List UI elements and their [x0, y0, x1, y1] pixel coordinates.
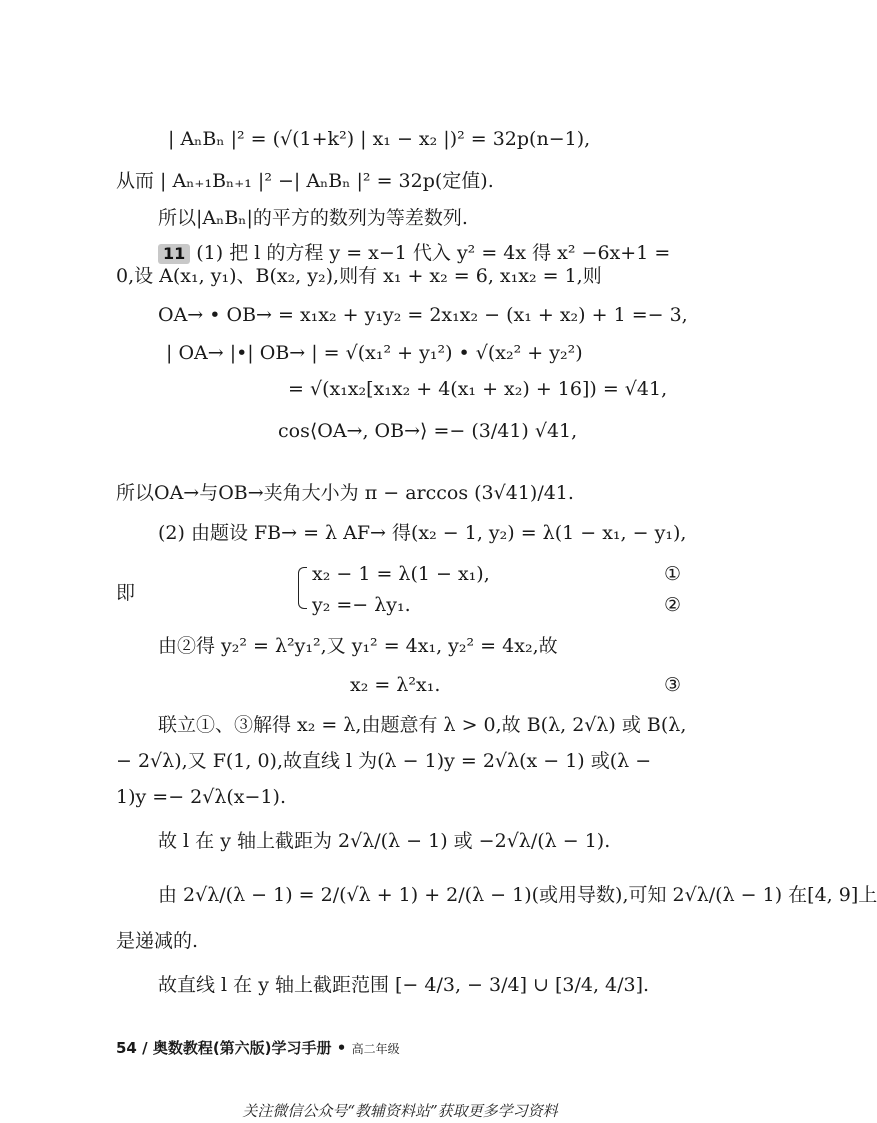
problem-11-part1-line2: 0,设 A(x₁, y₁)、B(x₂, y₂),则有 x₁ + x₂ = 6, x₁x₂ = 1,则: [116, 265, 602, 287]
watermark-notice: 关注微信公众号“教辅资料站”获取更多学习资料: [242, 1102, 558, 1120]
system-eq-1: x₂ − 1 = λ(1 − x₁),: [312, 563, 490, 585]
system-eq-2: y₂ =− λy₁.: [312, 594, 411, 616]
footer-dot: •: [336, 1039, 347, 1057]
solve-lambda-line1: 联立①、③解得 x₂ = λ,由题意有 λ > 0,故 B(λ, 2√λ) 或 B(λ,: [158, 714, 687, 736]
eq-marker-3: ③: [664, 674, 682, 696]
book-title: 奥数教程(第六版)学习手册: [152, 1039, 332, 1057]
eq-dot-product: OA→ • OB→ = x₁x₂ + y₁y₂ = 2x₁x₂ − (x₁ + x₂) + 1 =− 3,: [158, 304, 688, 326]
eq-x2-lambda: x₂ = λ²x₁.: [350, 674, 441, 696]
angle-conclusion: 所以OA→与OB→夹角大小为 π − arccos (3√41)/41.: [116, 482, 574, 504]
monotonic-line2: 是递减的.: [116, 930, 199, 952]
part2-intro: (2) 由题设 FB→ = λ AF→ 得(x₂ − 1, y₂) = λ(1 − x₁, − y₁),: [158, 522, 687, 544]
system-brace: [298, 567, 307, 609]
system-label: 即: [116, 582, 136, 604]
conclusion-arithmetic-sequence: 所以|AₙBₙ|的平方的数列为等差数列.: [158, 207, 468, 229]
intercept-range: 故直线 l 在 y 轴上截距范围 [− 4/3, − 3/4] ∪ [3/4, 4/3].: [158, 974, 650, 996]
eq-constant-difference: 从而 | Aₙ₊₁Bₙ₊₁ |² −| AₙBₙ |² = 32p(定值).: [116, 170, 494, 192]
solve-lambda-line3: 1)y =− 2√λ(x−1).: [116, 786, 286, 808]
eq-cosine-angle: cos⟨OA→, OB→⟩ =− (3/41) √41,: [278, 420, 578, 442]
problem-number-badge: 11: [158, 244, 190, 264]
page-footer: [116, 1037, 400, 1058]
grade-label: 高二年级: [351, 1042, 400, 1056]
eq-marker-2: ②: [664, 594, 682, 616]
derive-from-2: 由②得 y₂² = λ²y₁²,又 y₁² = 4x₁, y₂² = 4x₂,故: [158, 635, 558, 657]
eq-magnitude-value: = √(x₁x₂[x₁x₂ + 4(x₁ + x₂) + 16]) = √41,: [288, 378, 668, 400]
eq-magnitude-product: | OA→ |•| OB→ | = √(x₁² + y₁²) • √(x₂² + y₂²): [166, 342, 583, 364]
page-number: 54: [116, 1039, 137, 1057]
solve-lambda-line2: − 2√λ),又 F(1, 0),故直线 l 为(λ − 1)y = 2√λ(x − 1) 或(λ −: [116, 750, 652, 772]
footer-separator: /: [142, 1039, 148, 1057]
eq-marker-1: ①: [664, 563, 682, 585]
eq-anbn-squared: | AₙBₙ |² = (√(1+k²) | x₁ − x₂ |)² = 32p(n−1),: [168, 128, 591, 150]
problem-11-part1-line1: 11 (1) 把 l 的方程 y = x−1 代入 y² = 4x 得 x² −6x+1 =: [158, 240, 670, 266]
monotonic-line1: 由 2√λ/(λ − 1) = 2/(√λ + 1) + 2/(λ − 1)(或用导数),可知 2√λ/(λ − 1) 在[4, 9]上: [158, 884, 877, 906]
intercept-values: 故 l 在 y 轴上截距为 2√λ/(λ − 1) 或 −2√λ/(λ − 1).: [158, 830, 611, 852]
